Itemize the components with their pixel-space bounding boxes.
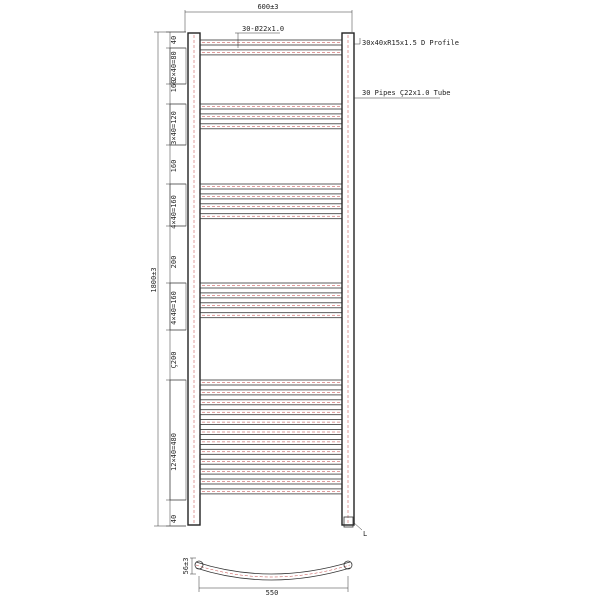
group3-label: 4×40=160 [170, 195, 178, 229]
overall-width-label: 600±3 [257, 3, 279, 11]
gap3-label: 200 [170, 255, 178, 269]
group-2-bar [200, 124, 342, 129]
top-pipes-label: 30-Ø22x1.0 [242, 25, 285, 33]
horizontal-bars [200, 40, 342, 494]
group-3-bar [200, 194, 342, 199]
group-4-bar [200, 293, 342, 298]
group-4-bar [200, 313, 342, 318]
group-3-bar [200, 204, 342, 209]
gap1-label: 160 [170, 79, 178, 93]
group-5-bar [200, 390, 342, 395]
profile-label: 30x40xR15x1.5 D Profile [362, 39, 459, 47]
valve-marker-label: L [363, 530, 368, 538]
group-5-bar [200, 469, 342, 474]
group-4-bar [200, 303, 342, 308]
side-rails [188, 33, 354, 525]
group2-label: 3×40=120 [170, 111, 178, 145]
group-5-bar [200, 479, 342, 484]
plan-view [182, 558, 352, 597]
group-5-bar [200, 380, 342, 385]
group-3-bar [200, 214, 342, 219]
group-5-bar [200, 430, 342, 435]
rail-spacing-label: 550 [265, 589, 279, 597]
profile-note [354, 38, 459, 47]
group-2-bar [200, 104, 342, 109]
group-5-bar [200, 410, 342, 415]
gap4-label: Ç200 [170, 351, 178, 369]
bottom-gap-label: 40 [170, 514, 178, 524]
group1-label: 2×40=80 [170, 51, 178, 81]
pipes-note [354, 89, 451, 98]
group-2-bar [200, 114, 342, 119]
group-5-bar [200, 489, 342, 494]
gap2-label: 160 [170, 159, 178, 173]
top-pipes-note [235, 25, 284, 48]
group5-label: 12×40=480 [170, 433, 178, 471]
group4-label: 4×40=160 [170, 291, 178, 325]
group-1-bar [200, 40, 342, 45]
group-5-bar [200, 400, 342, 405]
group-3-bar [200, 184, 342, 189]
group-4-bar [200, 283, 342, 288]
pipes-label: 30 Pipes Ç22x1.0 Tube [362, 89, 451, 97]
group-5-bar [200, 459, 342, 464]
top-gap-label: 40 [170, 35, 178, 45]
group-5-bar [200, 420, 342, 425]
group-5-bar [200, 449, 342, 454]
depth-label: 56±3 [182, 557, 190, 575]
group-1-bar [200, 50, 342, 55]
group-5-bar [200, 439, 342, 444]
left-dimensions [0, 0, 186, 526]
valve [344, 517, 367, 538]
overall-height-label: 1800±3 [150, 267, 158, 293]
